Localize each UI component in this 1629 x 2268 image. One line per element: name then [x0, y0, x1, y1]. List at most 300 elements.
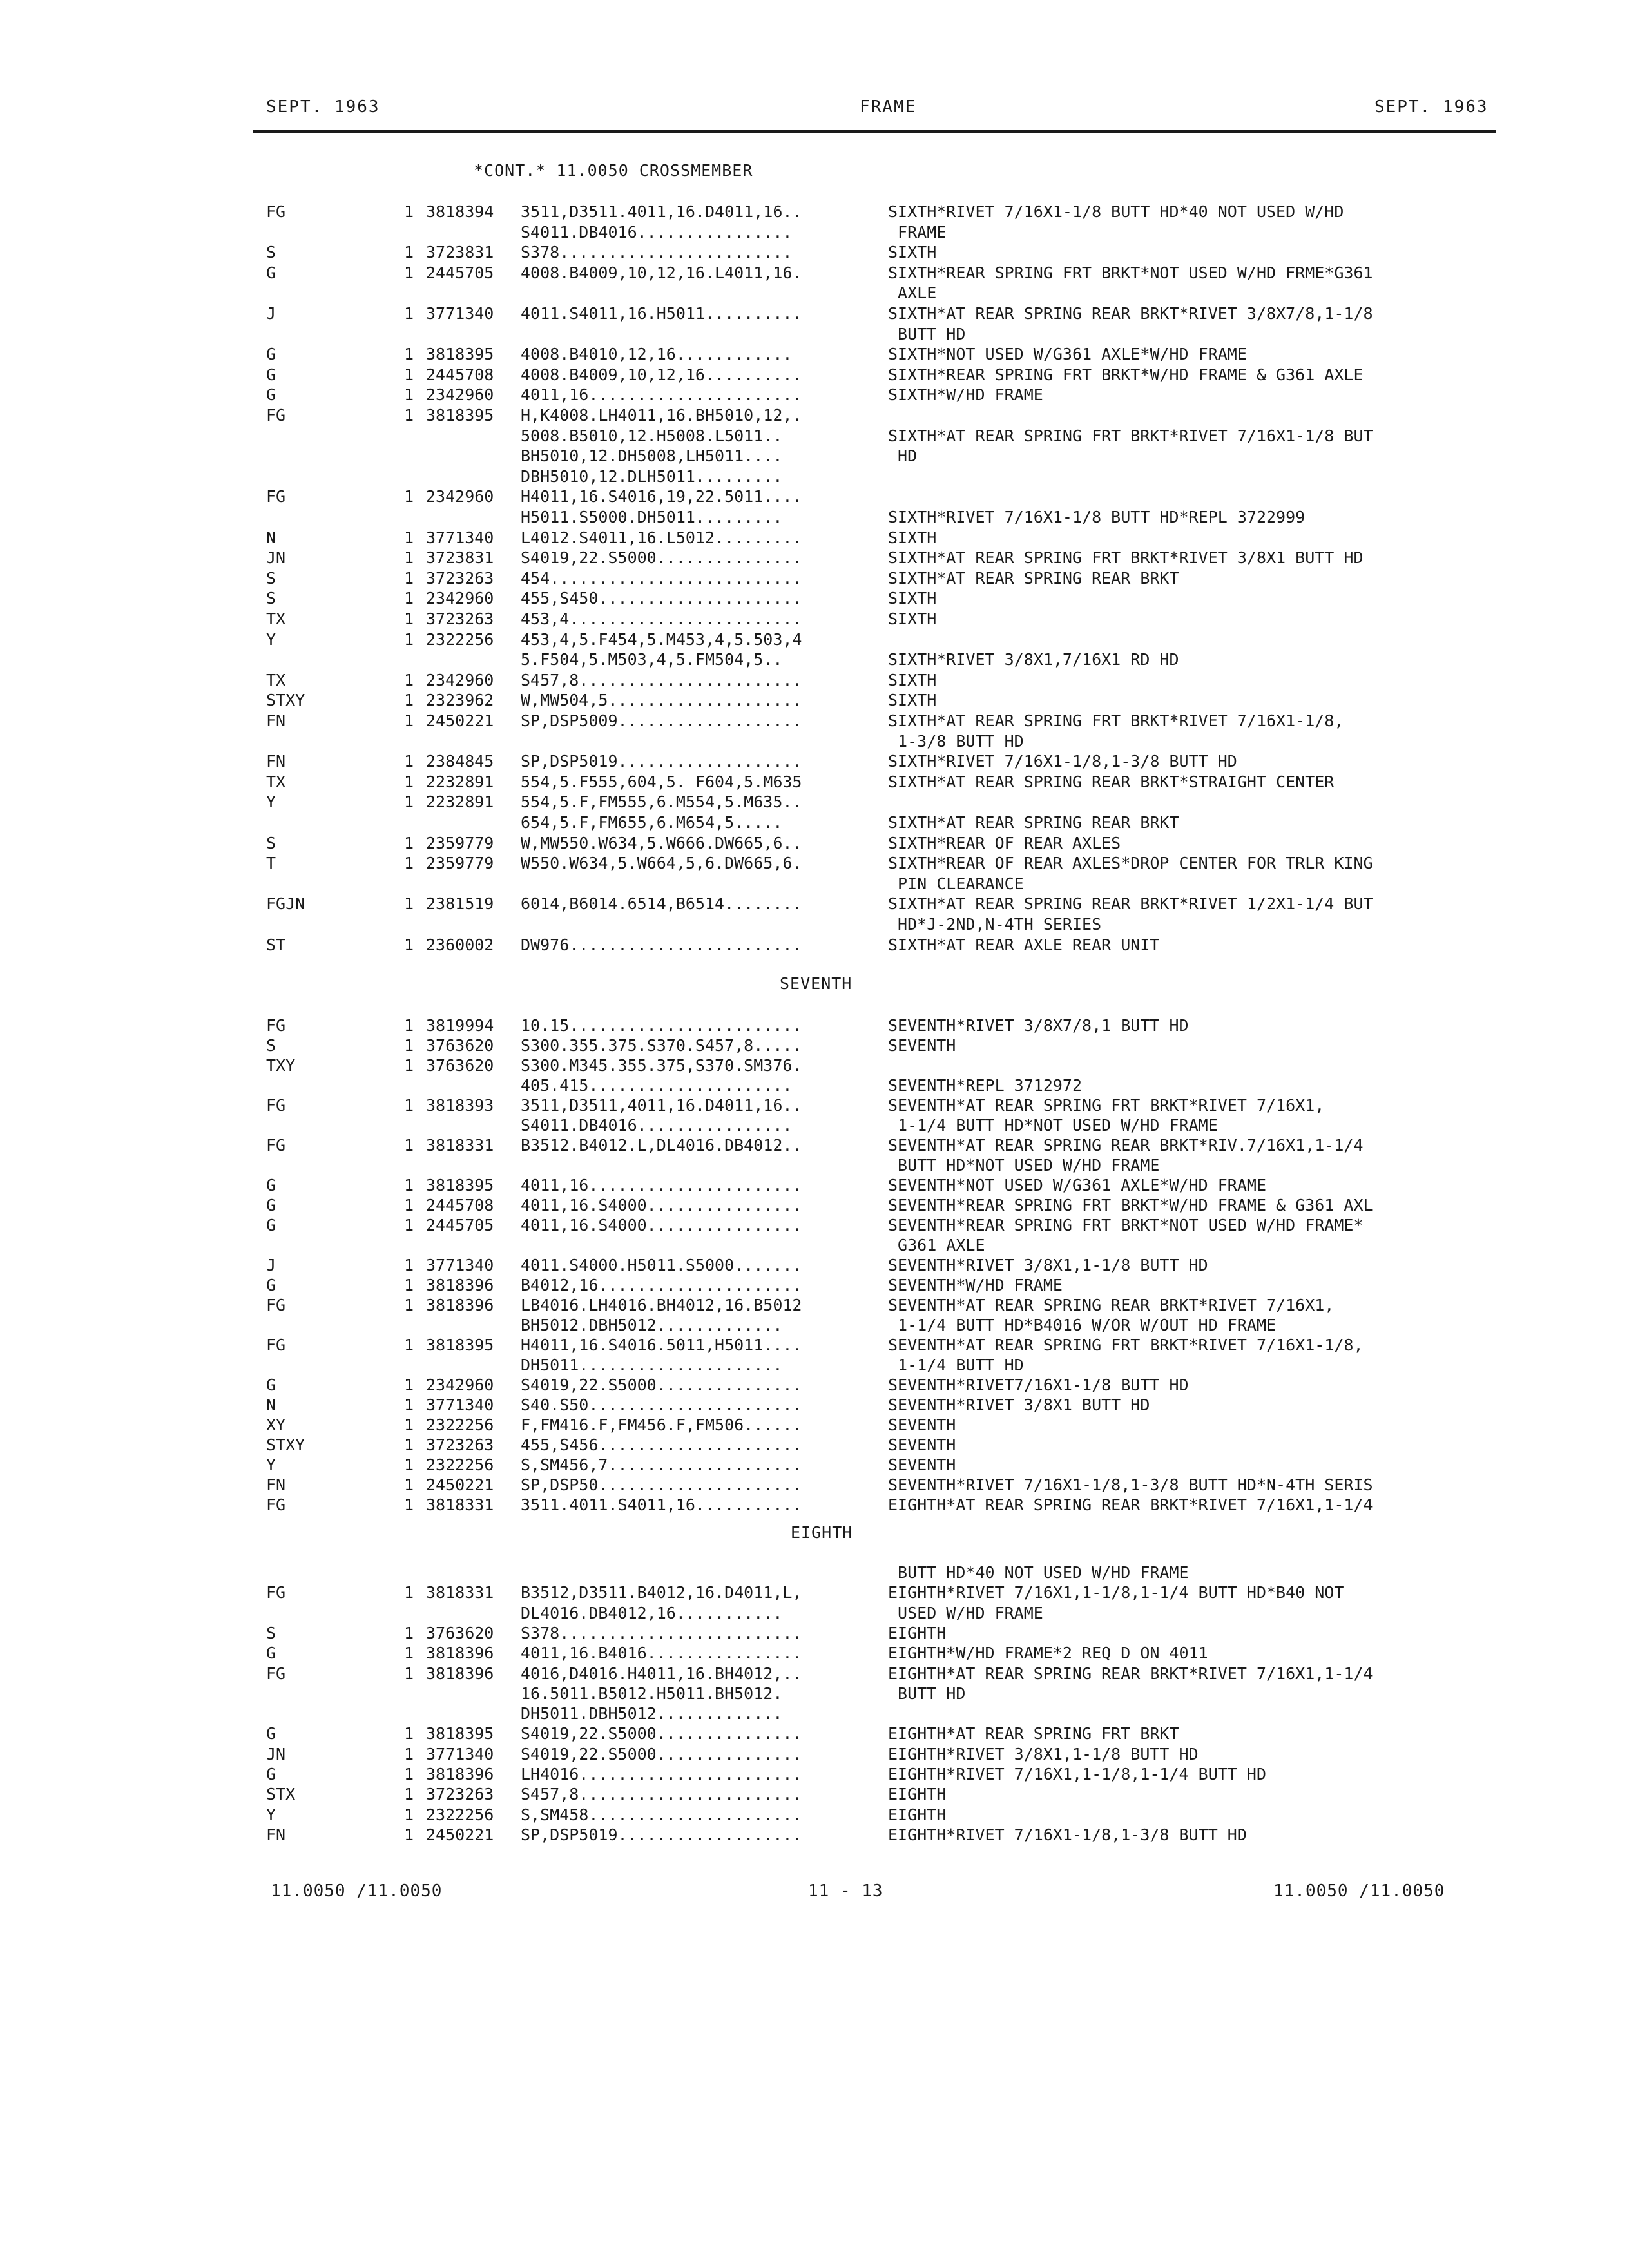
- application: SP,DSP50.....................: [521, 1475, 802, 1494]
- list-item: [0, 670, 1629, 691]
- description: SEVENTH*AT REAR SPRING REAR BRKT*RIVET 7/16X1,: [888, 1296, 1335, 1314]
- application: S4011.DB4016................: [521, 223, 793, 242]
- list-item: [0, 1724, 1629, 1744]
- description: SIXTH*RIVET 7/16X1-1/8 BUTT HD*40 NOT USED W/HD: [888, 202, 1344, 221]
- application: S378.........................: [521, 1624, 802, 1642]
- application: 405.415.....................: [521, 1076, 793, 1095]
- quantity: 1: [404, 1664, 414, 1683]
- quantity: 1: [404, 936, 414, 954]
- models: FG: [266, 1096, 286, 1115]
- description: EIGHTH*AT REAR SPRING REAR BRKT*RIVET 7/16X1,1-1/4: [888, 1495, 1373, 1514]
- description: SEVENTH*AT REAR SPRING REAR BRKT*RIV.7/16X1,1-1/4: [888, 1136, 1364, 1155]
- list-item: [0, 1335, 1629, 1356]
- part-number: 3818331: [426, 1495, 494, 1514]
- models: G: [266, 1644, 276, 1662]
- description: SEVENTH: [888, 1036, 956, 1055]
- list-item: [0, 1684, 1629, 1704]
- part-number: 3818395: [426, 1176, 494, 1195]
- part-number: 3818396: [426, 1664, 494, 1683]
- models: TXY: [266, 1056, 296, 1075]
- description: AXLE: [888, 284, 937, 302]
- quantity: 1: [404, 1216, 414, 1235]
- quantity: 1: [404, 691, 414, 709]
- list-item: [0, 1095, 1629, 1116]
- application: 4011.S4000.H5011.S5000.......: [521, 1256, 802, 1274]
- part-number: 3763620: [426, 1036, 494, 1055]
- models: FG: [266, 1495, 286, 1514]
- application: H5011.S5000.DH5011.........: [521, 508, 783, 526]
- description: SIXTH*AT REAR SPRING FRT BRKT*RIVET 7/16X1-1/8,: [888, 711, 1344, 730]
- part-number: 3723263: [426, 1785, 494, 1803]
- list-item: [0, 426, 1629, 447]
- list-item: [0, 853, 1629, 874]
- application: 554,5.F,FM555,6.M554,5.M635..: [521, 793, 802, 811]
- part-number: 3818395: [426, 1336, 494, 1354]
- quantity: 1: [404, 304, 414, 323]
- description: 1-1/4 BUTT HD*B4016 W/OR W/OUT HD FRAME: [888, 1316, 1277, 1334]
- models: G: [266, 1765, 276, 1783]
- application: 453,4,5.F454,5.M453,4,5.503,4: [521, 630, 802, 649]
- quantity: 1: [404, 834, 414, 852]
- list-item: [0, 1805, 1629, 1825]
- application: S40.S50......................: [521, 1396, 802, 1414]
- part-number: 3818395: [426, 406, 494, 425]
- section-title-crossmember: *CONT.* 11.0050 CROSSMEMBER: [474, 161, 753, 180]
- application: 453,4........................: [521, 610, 802, 628]
- quantity: 1: [404, 569, 414, 588]
- list-item: [0, 1495, 1629, 1515]
- description: SEVENTH: [888, 1436, 956, 1454]
- models: TX: [266, 773, 286, 791]
- list-item: [0, 385, 1629, 405]
- quantity: 1: [404, 365, 414, 384]
- models: FG: [266, 1583, 286, 1602]
- list-item: [0, 649, 1629, 670]
- models: JN: [266, 1745, 286, 1763]
- list-item: [0, 1395, 1629, 1416]
- quantity: 1: [404, 894, 414, 913]
- application: S4019,22.S5000...............: [521, 1724, 802, 1743]
- application: 3511,D3511,4011,16.D4011,16..: [521, 1096, 802, 1115]
- description: 1-3/8 BUTT HD: [888, 732, 1024, 751]
- part-number: 3763620: [426, 1056, 494, 1075]
- application: 4016,D4016.H4011,16.BH4012,..: [521, 1664, 802, 1683]
- models: N: [266, 528, 276, 547]
- description: SIXTH: [888, 671, 937, 689]
- section-title-eighth: EIGHTH: [791, 1523, 853, 1542]
- part-number: 2445705: [426, 264, 494, 282]
- quantity: 1: [404, 1805, 414, 1824]
- list-item: [0, 1582, 1629, 1603]
- section-title-seventh: SEVENTH: [780, 974, 853, 993]
- models: Y: [266, 793, 276, 811]
- list-item: [0, 1035, 1629, 1056]
- part-number: 2342960: [426, 671, 494, 689]
- description: HD: [888, 447, 918, 465]
- part-number: 3818396: [426, 1644, 494, 1662]
- part-number: 3818396: [426, 1296, 494, 1314]
- application: S4011.DB4016................: [521, 1116, 793, 1135]
- application: 6014,B6014.6514,B6514........: [521, 894, 802, 913]
- list-item: [0, 405, 1629, 426]
- header-rule: [253, 130, 1496, 133]
- application: 4008.B4010,12,16............: [521, 345, 793, 363]
- footer-right: 11.0050 /11.0050: [1273, 1881, 1445, 1901]
- quantity: 1: [404, 1136, 414, 1155]
- part-number: 2322256: [426, 630, 494, 649]
- part-number: 3723263: [426, 610, 494, 628]
- models: G: [266, 1176, 276, 1195]
- list-item: [0, 731, 1629, 752]
- application: S457,8.......................: [521, 671, 802, 689]
- description: HD*J-2ND,N-4TH SERIES: [888, 915, 1102, 934]
- description: SIXTH*RIVET 7/16X1-1/8 BUTT HD*REPL 3722999: [888, 508, 1306, 526]
- application: 554,5.F555,604,5. F604,5.M635: [521, 773, 802, 791]
- part-number: 3763620: [426, 1624, 494, 1642]
- models: FG: [266, 1336, 286, 1354]
- list-item: [0, 1643, 1629, 1664]
- list-item: [0, 914, 1629, 935]
- list-item: [0, 303, 1629, 324]
- application: 4008.B4009,10,12,16..........: [521, 365, 802, 384]
- part-number: 2323962: [426, 691, 494, 709]
- description: SIXTH*AT REAR SPRING REAR BRKT*RIVET 1/2X1-1/4 BUT: [888, 894, 1373, 913]
- part-number: 2322256: [426, 1416, 494, 1434]
- list-item: [0, 507, 1629, 528]
- application: LH4016.......................: [521, 1765, 802, 1783]
- part-number: 2322256: [426, 1805, 494, 1824]
- application: 4008.B4009,10,12,16.L4011,16.: [521, 264, 802, 282]
- application: B4012,16.....................: [521, 1276, 802, 1294]
- quantity: 1: [404, 1256, 414, 1274]
- part-number: 2342960: [426, 385, 494, 404]
- quantity: 1: [404, 711, 414, 730]
- application: H,K4008.LH4011,16.BH5010,12,.: [521, 406, 802, 425]
- part-number: 3771340: [426, 528, 494, 547]
- application: SP,DSP5009...................: [521, 711, 802, 730]
- quantity: 1: [404, 1785, 414, 1803]
- application: DH5011.DBH5012.............: [521, 1704, 783, 1723]
- application: W,MW550.W634,5.W666.DW665,6..: [521, 834, 802, 852]
- part-number: 2342960: [426, 589, 494, 608]
- list-item: [0, 833, 1629, 854]
- models: G: [266, 1216, 276, 1235]
- list-item: [0, 1825, 1629, 1845]
- models: FG: [266, 202, 286, 221]
- models: STXY: [266, 691, 305, 709]
- application: F,FM416.F,FM456.F,FM506......: [521, 1416, 802, 1434]
- description: SEVENTH*REAR SPRING FRT BRKT*NOT USED W/HD FRAME*: [888, 1216, 1364, 1235]
- application: H4011,16.S4016,19,22.5011....: [521, 487, 802, 506]
- application: S300.355.375.S370.S457,8.....: [521, 1036, 802, 1055]
- description: SEVENTH*REPL 3712972: [888, 1076, 1083, 1095]
- list-item: [0, 1435, 1629, 1456]
- list-item: [0, 1315, 1629, 1336]
- quantity: 1: [404, 1336, 414, 1354]
- list-item: [0, 1075, 1629, 1096]
- models: ST: [266, 936, 286, 954]
- part-number: 3818396: [426, 1765, 494, 1783]
- description: EIGHTH*RIVET 7/16X1-1/8,1-3/8 BUTT HD: [888, 1825, 1247, 1844]
- application: S457,8.......................: [521, 1785, 802, 1803]
- list-item: [0, 263, 1629, 284]
- description: SEVENTH*RIVET 7/16X1-1/8,1-3/8 BUTT HD*N-4TH SERIS: [888, 1475, 1373, 1494]
- quantity: 1: [404, 528, 414, 547]
- application: DBH5010,12.DLH5011.........: [521, 467, 783, 486]
- description: EIGHTH*W/HD FRAME*2 REQ D ON 4011: [888, 1644, 1208, 1662]
- application: 10.15........................: [521, 1016, 802, 1035]
- application: LB4016.LH4016.BH4012,16.B5012: [521, 1296, 802, 1314]
- application: 455,S450.....................: [521, 589, 802, 608]
- models: T: [266, 854, 276, 872]
- description: SIXTH*AT REAR AXLE REAR UNIT: [888, 936, 1160, 954]
- quantity: 1: [404, 752, 414, 771]
- list-item: [0, 1744, 1629, 1765]
- part-number: 2450221: [426, 711, 494, 730]
- description: EIGHTH*AT REAR SPRING REAR BRKT*RIVET 7/16X1,1-1/4: [888, 1664, 1373, 1683]
- application: W550.W634,5.W664,5,6.DW665,6.: [521, 854, 802, 872]
- part-number: 2359779: [426, 854, 494, 872]
- part-number: 3723831: [426, 243, 494, 262]
- application: W,MW504,5....................: [521, 691, 802, 709]
- list-item: [0, 446, 1629, 466]
- list-item: [0, 1215, 1629, 1236]
- description: SIXTH: [888, 610, 937, 628]
- part-number: 2450221: [426, 1825, 494, 1844]
- part-number: 3771340: [426, 1396, 494, 1414]
- models: FG: [266, 406, 286, 425]
- list-item: [0, 609, 1629, 629]
- part-number: 3771340: [426, 304, 494, 323]
- quantity: 1: [404, 1276, 414, 1294]
- models: N: [266, 1396, 276, 1414]
- description: USED W/HD FRAME: [888, 1604, 1043, 1622]
- models: FG: [266, 1664, 286, 1683]
- quantity: 1: [404, 610, 414, 628]
- part-number: 3818394: [426, 202, 494, 221]
- part-number: 3723831: [426, 548, 494, 567]
- list-item: [0, 894, 1629, 914]
- description: SEVENTH*REAR SPRING FRT BRKT*W/HD FRAME & G361 AXL: [888, 1196, 1373, 1215]
- application: 3511,D3511.4011,16.D4011,16..: [521, 202, 802, 221]
- description: EIGHTH*RIVET 7/16X1,1-1/8,1-1/4 BUTT HD: [888, 1765, 1266, 1783]
- part-number: 3818395: [426, 345, 494, 363]
- list-item: [0, 1295, 1629, 1316]
- list-item: [0, 548, 1629, 568]
- models: FN: [266, 752, 286, 771]
- list-item: [0, 1375, 1629, 1396]
- application: S,SM458......................: [521, 1805, 802, 1824]
- list-item: [0, 1475, 1629, 1495]
- models: FN: [266, 1475, 286, 1494]
- application: 4011.S4011,16.H5011..........: [521, 304, 802, 323]
- description: SEVENTH*NOT USED W/G361 AXLE*W/HD FRAME: [888, 1176, 1266, 1195]
- description: BUTT HD: [888, 325, 966, 343]
- part-number: 3723263: [426, 1436, 494, 1454]
- application: 4011,16.S4000................: [521, 1196, 802, 1215]
- description: SEVENTH*RIVET7/16X1-1/8 BUTT HD: [888, 1376, 1189, 1394]
- quantity: 1: [404, 1745, 414, 1763]
- quantity: 1: [404, 1196, 414, 1215]
- models: S: [266, 243, 276, 262]
- part-number: 2445708: [426, 365, 494, 384]
- models: G: [266, 264, 276, 282]
- list-item: [0, 1255, 1629, 1276]
- models: G: [266, 385, 276, 404]
- list-item: [0, 751, 1629, 772]
- description: 1-1/4 BUTT HD: [888, 1356, 1024, 1374]
- list-item: [0, 1175, 1629, 1196]
- description: SIXTH*AT REAR SPRING REAR BRKT*STRAIGHT CENTER: [888, 773, 1335, 791]
- quantity: 1: [404, 1624, 414, 1642]
- description: SEVENTH*AT REAR SPRING FRT BRKT*RIVET 7/16X1,: [888, 1096, 1325, 1115]
- quantity: 1: [404, 385, 414, 404]
- description: EIGHTH*RIVET 3/8X1,1-1/8 BUTT HD: [888, 1745, 1199, 1763]
- description: SIXTH*W/HD FRAME: [888, 385, 1043, 404]
- part-number: 2445705: [426, 1216, 494, 1235]
- description: SIXTH*RIVET 3/8X1,7/16X1 RD HD: [888, 650, 1179, 669]
- models: FG: [266, 487, 286, 506]
- models: G: [266, 345, 276, 363]
- description: FRAME: [888, 223, 947, 242]
- list-item: [0, 1415, 1629, 1436]
- quantity: 1: [404, 793, 414, 811]
- description: PIN CLEARANCE: [888, 874, 1024, 893]
- models: FN: [266, 711, 286, 730]
- part-number: 3818331: [426, 1583, 494, 1602]
- application: S,SM456,7....................: [521, 1456, 802, 1474]
- models: J: [266, 1256, 276, 1274]
- part-number: 3819994: [426, 1016, 494, 1035]
- quantity: 1: [404, 1583, 414, 1602]
- application: S378........................: [521, 243, 793, 262]
- quantity: 1: [404, 773, 414, 791]
- list-item: [0, 588, 1629, 609]
- application: 455,S456.....................: [521, 1436, 802, 1454]
- description: SIXTH: [888, 589, 937, 608]
- quantity: 1: [404, 1436, 414, 1454]
- part-number: 2360002: [426, 936, 494, 954]
- models: G: [266, 365, 276, 384]
- list-item: [0, 1275, 1629, 1296]
- list-item: [0, 1562, 1629, 1583]
- models: Y: [266, 1805, 276, 1824]
- quantity: 1: [404, 1825, 414, 1844]
- models: G: [266, 1376, 276, 1394]
- application: S4019,22.S5000...............: [521, 1745, 802, 1763]
- list-item: [0, 1664, 1629, 1684]
- models: Y: [266, 630, 276, 649]
- part-number: 2384845: [426, 752, 494, 771]
- list-item: [0, 1015, 1629, 1036]
- part-number: 3818395: [426, 1724, 494, 1743]
- application: SP,DSP5019...................: [521, 1825, 802, 1844]
- part-number: 2322256: [426, 1456, 494, 1474]
- list-item: [0, 1195, 1629, 1216]
- models: STXY: [266, 1436, 305, 1454]
- quantity: 1: [404, 1724, 414, 1743]
- list-item: [0, 935, 1629, 956]
- quantity: 1: [404, 1456, 414, 1474]
- footer-page-number: 11 - 13: [808, 1881, 883, 1901]
- models: STX: [266, 1785, 296, 1803]
- part-number: 2342960: [426, 1376, 494, 1394]
- part-number: 3771340: [426, 1745, 494, 1763]
- list-item: [0, 1155, 1629, 1176]
- description: EIGHTH: [888, 1785, 947, 1803]
- models: G: [266, 1276, 276, 1294]
- models: S: [266, 1624, 276, 1642]
- list-item: [0, 344, 1629, 365]
- application: DW976........................: [521, 936, 802, 954]
- description: BUTT HD: [888, 1684, 966, 1703]
- quantity: 1: [404, 1495, 414, 1514]
- application: BH5010,12.DH5008,LH5011....: [521, 447, 783, 465]
- list-item: [0, 1115, 1629, 1136]
- models: XY: [266, 1416, 286, 1434]
- part-number: 2445708: [426, 1196, 494, 1215]
- models: S: [266, 834, 276, 852]
- list-item: [0, 1784, 1629, 1805]
- models: TX: [266, 610, 286, 628]
- list-item: [0, 690, 1629, 711]
- models: G: [266, 1724, 276, 1743]
- list-item: [0, 1055, 1629, 1076]
- application: S300.M345.355.375,S370.SM376.: [521, 1056, 802, 1075]
- description: SIXTH*AT REAR SPRING REAR BRKT: [888, 813, 1179, 832]
- description: SEVENTH*AT REAR SPRING FRT BRKT*RIVET 7/16X1-1/8,: [888, 1336, 1364, 1354]
- quantity: 1: [404, 1036, 414, 1055]
- quantity: 1: [404, 1765, 414, 1783]
- description: SIXTH*NOT USED W/G361 AXLE*W/HD FRAME: [888, 345, 1247, 363]
- description: 1-1/4 BUTT HD*NOT USED W/HD FRAME: [888, 1116, 1218, 1135]
- part-number: 2381519: [426, 894, 494, 913]
- application: B3512.B4012.L,DL4016.DB4012..: [521, 1136, 802, 1155]
- application: 3511.4011.S4011,16...........: [521, 1495, 802, 1514]
- description: SIXTH*REAR SPRING FRT BRKT*W/HD FRAME & G361 AXLE: [888, 365, 1364, 384]
- list-item: [0, 711, 1629, 731]
- list-item: [0, 242, 1629, 263]
- part-number: 2450221: [426, 1475, 494, 1494]
- description: SEVENTH*W/HD FRAME: [888, 1276, 1063, 1294]
- list-item: [0, 568, 1629, 589]
- application: 4011,16.B4016................: [521, 1644, 802, 1662]
- description: EIGHTH*RIVET 7/16X1,1-1/8,1-1/4 BUTT HD*B40 NOT: [888, 1583, 1344, 1602]
- description: SEVENTH*RIVET 3/8X1 BUTT HD: [888, 1396, 1150, 1414]
- quantity: 1: [404, 1644, 414, 1662]
- models: FG: [266, 1136, 286, 1155]
- quantity: 1: [404, 1096, 414, 1115]
- header-center: FRAME: [860, 97, 917, 117]
- list-item: [0, 1623, 1629, 1644]
- description: SIXTH*REAR OF REAR AXLES*DROP CENTER FOR TRLR KING: [888, 854, 1373, 872]
- application: 454..........................: [521, 569, 802, 588]
- list-item: [0, 1603, 1629, 1624]
- application: SP,DSP5019...................: [521, 752, 802, 771]
- models: S: [266, 569, 276, 588]
- models: JN: [266, 548, 286, 567]
- list-item: [0, 772, 1629, 793]
- models: Y: [266, 1456, 276, 1474]
- list-item: [0, 202, 1629, 222]
- application: 16.5011.B5012.H5011.BH5012.: [521, 1684, 783, 1703]
- description: SIXTH*AT REAR SPRING FRT BRKT*RIVET 3/8X1 BUTT HD: [888, 548, 1364, 567]
- list-item: [0, 466, 1629, 487]
- models: S: [266, 1036, 276, 1055]
- models: FG: [266, 1296, 286, 1314]
- application: DH5011.....................: [521, 1356, 783, 1374]
- quantity: 1: [404, 202, 414, 221]
